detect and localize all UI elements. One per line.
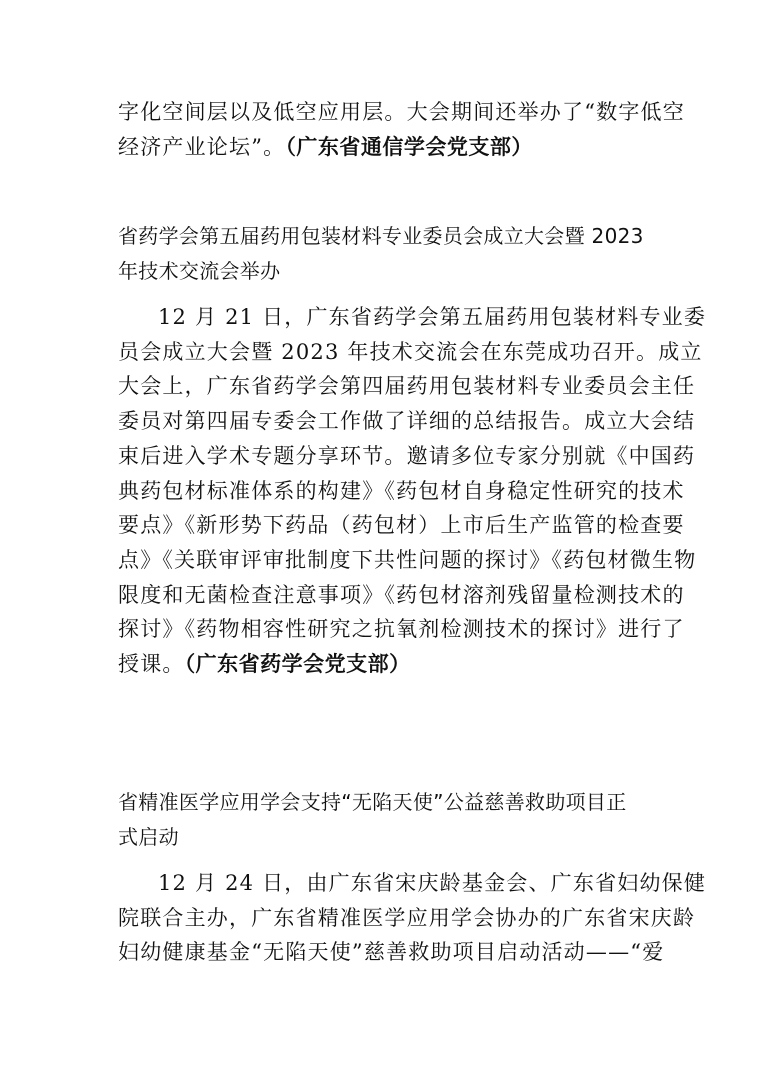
text-line: 字化空间层以及低空应用层。大会期间还举办了“数字低空 <box>118 100 685 124</box>
text-line: 妇幼健康基金“无陷天使”慈善救助项目启动活动——“爱 <box>118 940 665 965</box>
text-line: 员会成立大会暨 2023 年技术交流会在东莞成功召开。成立 <box>118 339 703 364</box>
text-line: 经济产业论坛”。（广东省通信学会党支部） <box>118 134 533 159</box>
text-line: 委员对第四届专委会工作做了详细的总结报告。成立大会结 <box>118 409 696 434</box>
article-body <box>118 300 707 682</box>
text-line: 点》《关联审评审批制度下共性问题的探讨》《药包材微生物 <box>118 547 697 572</box>
text-line: 12 月 21 日，广东省药学会第五届药用包装材料专业委 <box>158 305 707 329</box>
text-line: 大会上，广东省药学会第四届药用包装材料专业委员会主任 <box>118 374 696 399</box>
text-line: 院联合主办，广东省精准医学应用学会协办的广东省宋庆龄 <box>118 905 696 930</box>
source-attribution: （广东省药学会党支部） <box>184 652 411 677</box>
text-line: 束后进入学术专题分享环节。邀请多位专家分别就《中国药 <box>118 443 696 468</box>
article-title <box>118 219 658 288</box>
text-line: 探讨》《药物相容性研究之抗氧剂检测技术的探讨》进行了 <box>118 617 685 642</box>
text-line: 12 月 24 日，由广东省宋庆龄基金会、广东省妇幼保健 <box>158 871 707 895</box>
source-attribution: （广东省通信学会党支部） <box>285 134 533 159</box>
text-line: 典药包材标准体系的构建》《药包材自身稳定性研究的技术 <box>118 478 685 503</box>
text-line: 要点》《新形势下药品（药包材）上市后生产监管的检查要 <box>118 513 685 538</box>
title-line: 省药学会第五届药用包装材料专业委员会成立大会暨 2023 <box>118 224 644 248</box>
article-body <box>118 866 707 970</box>
article-title <box>118 785 658 854</box>
title-line: 年技术交流会举办 <box>118 258 281 283</box>
title-line: 省精准医学应用学会支持“无陷天使”公益慈善救助项目正 <box>118 790 627 814</box>
text-line: 限度和无菌检查注意事项》《药包材溶剂残留量检测技术的 <box>118 582 685 607</box>
paragraph-continuation <box>118 95 685 164</box>
text-line: 授课。（广东省药学会党支部） <box>118 652 411 677</box>
title-line: 式启动 <box>118 824 179 849</box>
